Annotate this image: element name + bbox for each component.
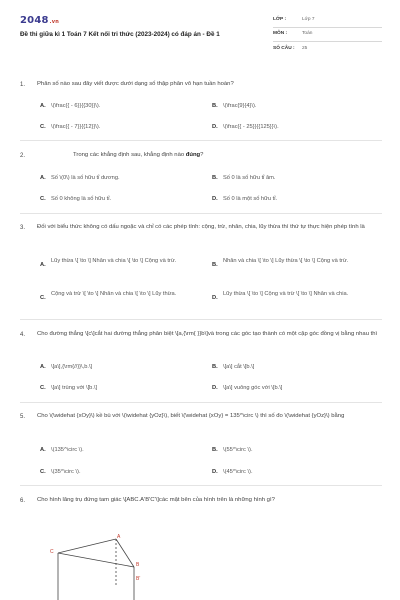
option-text: \[a\],{\rm{//}}\,b.\] bbox=[51, 364, 93, 370]
question-text: Cho hình lăng trụ đứng tam giác \[ABC.A'B'C'\]các mặt bên của hình trên là những hình gì? bbox=[37, 497, 275, 503]
question-number: 6. bbox=[20, 498, 26, 504]
option-letter: B. bbox=[212, 175, 218, 181]
option-letter: A. bbox=[40, 103, 46, 109]
option-text: \(55^\circ \). bbox=[223, 447, 253, 453]
option-letter: A. bbox=[40, 175, 46, 181]
meta-key: LỚP : bbox=[273, 17, 287, 23]
question-number: 5. bbox=[20, 414, 26, 420]
option-text: Lũy thừa \[ \to \] Nhân và chia \[ \to \] Cộng và trừ. bbox=[51, 258, 177, 264]
option-letter: A. bbox=[40, 447, 46, 453]
option-text: \(\frac{9}{4}\). bbox=[223, 103, 257, 109]
option-letter: B. bbox=[212, 364, 218, 370]
meta-value: Lớp 7 bbox=[302, 17, 315, 23]
logo-suffix: .vn bbox=[49, 19, 59, 25]
option-text: \[a\] cắt \[b.\] bbox=[223, 364, 255, 370]
option-text: \(45^\circ \). bbox=[223, 469, 253, 475]
option-text: Số \(0\) là số hữu tỉ dương. bbox=[51, 175, 120, 181]
label-c: C bbox=[50, 549, 54, 555]
edge-cb bbox=[58, 553, 134, 567]
option-letter: D. bbox=[212, 124, 218, 130]
option-text: Số 0 là một số hữu tỉ. bbox=[223, 196, 278, 202]
option-letter: C. bbox=[40, 295, 46, 301]
edge-ca bbox=[58, 539, 116, 553]
option-text: Nhân và chia \[ \to \] Lũy thừa \[ \to \] Cộng và trừ. bbox=[223, 258, 349, 264]
question-number: 1. bbox=[20, 82, 26, 88]
label-a: A bbox=[117, 534, 121, 540]
option-text: \(\frac{{ - 6}}{{30}}\). bbox=[51, 103, 101, 109]
option-letter: B. bbox=[212, 262, 218, 268]
divider bbox=[20, 140, 382, 141]
meta-row-subject bbox=[273, 28, 382, 42]
option-letter: D. bbox=[212, 196, 218, 202]
label-b: B bbox=[136, 562, 140, 568]
option-letter: A. bbox=[40, 364, 46, 370]
exam-meta bbox=[273, 14, 382, 56]
prism-figure bbox=[38, 531, 158, 600]
option-text: \(135^\circ \). bbox=[51, 447, 84, 453]
question-text: Phân số nào sau đây viết được dưới dạng số thập phân vô hạn tuần hoàn? bbox=[37, 81, 234, 87]
question-text: Cho \(\widehat {xOy}\) kề bù với \(\widehat {yOz}\), biết \(\widehat {xOy} = 135^\circ \) thì số đo \(\widehat {yOz}\) bằng bbox=[37, 413, 345, 419]
option-text: Lũy thừa \[ \to \] Cộng và trừ \[ \to \] Nhân và chia. bbox=[223, 291, 349, 297]
meta-row-count bbox=[273, 42, 382, 56]
option-letter: C. bbox=[40, 196, 46, 202]
option-letter: C. bbox=[40, 469, 46, 475]
divider bbox=[20, 485, 382, 486]
meta-row-class bbox=[273, 14, 382, 28]
option-letter: C. bbox=[40, 385, 46, 391]
option-text: \(35^\circ \). bbox=[51, 469, 81, 475]
meta-value: 25 bbox=[302, 45, 308, 51]
option-letter: D. bbox=[212, 295, 218, 301]
option-letter: D. bbox=[212, 469, 218, 475]
option-text: \[a\] trùng với \[b.\] bbox=[51, 385, 98, 391]
option-text: Số 0 không là số hữu tỉ. bbox=[51, 196, 112, 202]
option-letter: D. bbox=[212, 385, 218, 391]
question-text: Đối với biểu thức không có dấu ngoặc và chỉ có các phép tính: cộng, trừ, nhân, chia, lũy thừa thì thứ tự thực hiện phép tính là bbox=[37, 224, 365, 230]
question-number: 2. bbox=[20, 153, 26, 159]
emphasis: đúng bbox=[185, 152, 201, 158]
question-number: 3. bbox=[20, 225, 26, 231]
option-text: \(\frac{{ - 7}}{{12}}\). bbox=[51, 124, 101, 130]
meta-value: Toán bbox=[302, 31, 313, 37]
meta-key: MÔN : bbox=[273, 31, 288, 37]
option-text: \[a\] vuông góc với \[b.\] bbox=[223, 385, 283, 391]
option-text: Số 0 là số hữu tỉ âm. bbox=[223, 175, 276, 181]
meta-key: SỐ CÂU : bbox=[273, 45, 295, 51]
site-logo[interactable] bbox=[20, 14, 59, 28]
option-letter: C. bbox=[40, 124, 46, 130]
exam-header bbox=[20, 14, 382, 56]
divider bbox=[20, 402, 382, 403]
edge-ab bbox=[116, 539, 134, 567]
option-text: \(\frac{{ - 25}}{{125}}\). bbox=[223, 124, 279, 130]
divider bbox=[20, 319, 382, 320]
divider bbox=[20, 213, 382, 214]
label-b-prime: B' bbox=[136, 576, 141, 582]
question-number: 4. bbox=[20, 332, 26, 338]
option-letter: B. bbox=[212, 103, 218, 109]
option-letter: B. bbox=[212, 447, 218, 453]
exam-title: Đề thi giữa kì 1 Toán 7 Kết nối tri thức (2023-2024) có đáp án - Đề 1 bbox=[20, 31, 220, 38]
question-text: Trong các khẳng định sau, khẳng định nào đúng? bbox=[73, 152, 204, 158]
question-text: Cho đường thẳng \[c\]cắt hai đường thẳng phân biệt \[a,{\rm{ }}b\]và trong các góc tạo thành có một cặp góc đồng vị bằng nhau thì bbox=[37, 331, 378, 337]
option-letter: A. bbox=[40, 262, 46, 268]
option-text: Cộng và trừ \[ \to \] Nhân và chia \[ \to \] Lũy thừa. bbox=[51, 291, 177, 297]
logo-main: 2048 bbox=[20, 15, 49, 26]
